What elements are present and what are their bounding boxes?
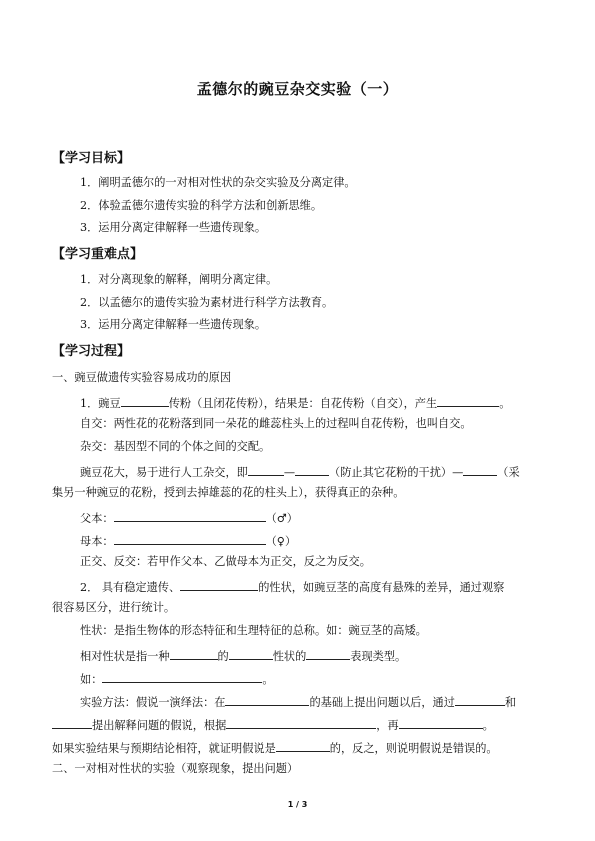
conclusion-blank[interactable] bbox=[276, 739, 330, 752]
step1-blank[interactable] bbox=[248, 463, 284, 476]
method-blank-5[interactable] bbox=[399, 716, 483, 729]
page-title: 孟德尔的豌豆杂交实验（一） bbox=[196, 80, 399, 98]
method-line-cont: 提出解释问题的假说，根据 ，再 。 bbox=[52, 716, 494, 733]
relative-blank-2[interactable] bbox=[229, 647, 273, 660]
conclusion-line: 如果实验结果与预期结论相符，就证明假说是 的，反之，则说明假说是错误的。 bbox=[52, 739, 498, 756]
step2-blank[interactable] bbox=[295, 463, 329, 476]
heading-process: 【学习过程】 bbox=[52, 344, 131, 359]
goal-item-2: 2．体验孟德尔遗传实验的科学方法和创新思维。 bbox=[80, 199, 323, 212]
method-blank-4[interactable] bbox=[226, 716, 376, 729]
example-blank[interactable] bbox=[102, 670, 262, 683]
method-blank-3[interactable] bbox=[52, 716, 92, 729]
part2-title: 二、一对相对性状的实验（观察现象，提出问题） bbox=[52, 762, 299, 775]
key-point-3: 3．运用分离定律解释一些遗传现象。 bbox=[80, 318, 267, 331]
mother-blank[interactable] bbox=[114, 532, 266, 545]
method-line: 实验方法：假说一演绎法：在 的基础上提出问题以后，通过 和 bbox=[80, 693, 516, 710]
step3-blank[interactable] bbox=[463, 463, 497, 476]
father-line: 父本： （♂） bbox=[80, 509, 298, 526]
pea-pollination-line: 1．豌豆 传粉（且闭花传粉），结果是：自花传粉（自交），产生 。 bbox=[80, 394, 510, 411]
example-line: 如： 。 bbox=[80, 670, 274, 687]
part1-title: 一、豌豆做遗传实验容易成功的原因 bbox=[52, 371, 232, 384]
selfing-definition: 自交：两性花的花粉落到同一朵花的雌蕊柱头上的过程叫自花传粉，也叫自交。 bbox=[80, 417, 472, 430]
stable-trait-line: 2． 具有稳定遗传、 的性状，如豌豆茎的高度有悬殊的差异，通过观察 bbox=[80, 578, 504, 595]
relative-trait-line: 相对性状是指一种 的 性状的 表现类型。 bbox=[80, 647, 406, 664]
heading-key-points: 【学习重难点】 bbox=[52, 247, 144, 262]
goal-item-1: 1．阐明孟德尔的一对相对性状的杂交实验及分离定律。 bbox=[80, 176, 356, 189]
key-point-2: 2．以孟德尔的遗传实验为素材进行科学方法教育。 bbox=[80, 296, 334, 309]
artificial-cross-line: 豌豆花大，易于进行人工杂交，即 — （防止其它花粉的干扰）— （采 bbox=[80, 463, 520, 480]
father-blank[interactable] bbox=[114, 509, 266, 522]
reciprocal-definition: 正交、反交：若甲作父本、乙做母本为正交，反之为反交。 bbox=[80, 555, 371, 568]
trait-blank[interactable] bbox=[180, 578, 258, 591]
relative-blank-3[interactable] bbox=[306, 647, 350, 660]
relative-blank-1[interactable] bbox=[170, 647, 218, 660]
stable-trait-line-cont: 很容易区分，进行统计。 bbox=[52, 601, 176, 614]
method-blank-2[interactable] bbox=[455, 693, 505, 706]
goal-item-3: 3．运用分离定律解释一些遗传现象。 bbox=[80, 221, 267, 234]
offspring-blank[interactable] bbox=[437, 394, 499, 407]
page-number: 1 / 3 bbox=[287, 800, 308, 809]
trait-definition: 性状：是指生物体的形态特征和生理特征的总称。如：豌豆茎的高矮。 bbox=[80, 624, 427, 637]
mother-line: 母本： （♀） bbox=[80, 532, 296, 549]
heading-goals: 【学习目标】 bbox=[52, 151, 131, 166]
method-blank-1[interactable] bbox=[225, 693, 309, 706]
artificial-cross-line-cont: 集另一种豌豆的花粉，授到去掉雄蕊的花的柱头上），获得真正的杂种。 bbox=[52, 486, 405, 499]
key-point-1: 1．对分离现象的解释，阐明分离定律。 bbox=[80, 273, 278, 286]
pollination-blank[interactable] bbox=[121, 394, 169, 407]
crossing-definition: 杂交：基因型不同的个体之间的交配。 bbox=[80, 440, 271, 453]
